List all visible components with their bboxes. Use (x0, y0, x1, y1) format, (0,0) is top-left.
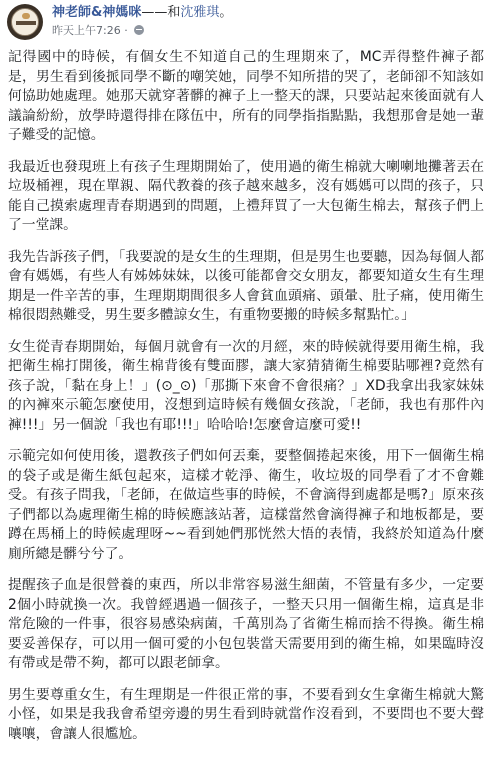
post-paragraph: 我最近也發現班上有孩子生理期開始了，使用過的衛生棉就大喇喇地攤著丟在垃圾桶裡，現在單親、隔代教養的孩子越來越多，沒有媽媽可以問的孩子，只能自己摸索處理青春期遇到的問題，上禮拜買了一大包衛生棉去，幫孩子們上了一堂課。 (8, 158, 484, 233)
post-paragraph: 示範完如何使用後，還教孩子們如何丟棄，要整個捲起來後，用下一個衛生棉的袋子或是衛生紙包起來，這樣才乾淨、衛生，收垃圾的同學看了才不會難受。有孩子問我，「老師，在做這些事的時候，不會滴得到處都是嗎?」原來孩子們都以為處理衛生棉的時候應該站著，這樣當然會滴得褲子和地板都是，要蹲在馬桶上的時候處理呀~~看到她們那恍然大悟的表情，我終於知道為什麼廁所總是髒兮兮了。 (8, 448, 484, 562)
tagged-person-link[interactable]: 沈雅琪 (180, 5, 220, 20)
avatar-logo-band (16, 21, 36, 25)
avatar-logo-icon (11, 8, 39, 36)
post-paragraph: 女生從青春期開始，每個月就會有一次的月經，來的時候就得要用衛生棉，我把衛生棉打開後，衛生棉背後有雙面膠，讓大家猜猜衛生棉要貼哪裡?竟然有孩子說，「黏在身上！」(⊙_⊙)「那撕下來會不會很痛？」XD我拿出我家妹妹的內褲來示範怎麼使用，沒想到這時候有幾個女孩說，「老師，我也有那件內褲!!!」另一個說「我也有耶!!!」哈哈哈!怎麼會這麼可愛!! (8, 338, 484, 433)
post-paragraph: 男生要尊重女生，有生理期是一件很正常的事，不要看到女生拿衛生棉就大驚小怪，如果是我我會希望旁邊的男生看到時就當作沒看到，不要問也不要大聲嚷嚷，會讓人很尷尬。 (8, 686, 484, 742)
author-avatar[interactable] (7, 4, 43, 40)
post-body (8, 48, 484, 756)
post-meta (52, 24, 144, 38)
author-line (52, 5, 232, 21)
globe-icon[interactable] (134, 25, 144, 35)
avatar-logo-mark (22, 13, 30, 19)
tagged-period: 。 (219, 5, 233, 20)
post-paragraph: 我先告訴孩子們，「我要說的是女生的生理期，但是男生也要聽，因為每個人都會有媽媽，有些人有姊姊妹妹，以後可能都會交女朋友，都要知道女生有生理期是一件辛苦的事，生理期期間很多人會貧血頭痛、頭暈、肚子痛，使用衛生棉很悶熱難受，男生要多體諒女生，有重物要搬的時候多幫點忙。」 (8, 248, 484, 323)
tagged-separator: ——和 (141, 5, 181, 20)
post-paragraph: 提醒孩子血是很營養的東西，所以非常容易滋生細菌，不管量有多少，一定要2個小時就換一次。我曾經遇過一個孩子，一整天只用一個衛生棉，這真是非常危險的一件事，很容易感染病菌，千萬別為了省衛生棉而捨不得換。衛生棉要妥善保存，可以用一個可愛的小包包裝當天需要用到的衛生棉，如果臨時沒有帶或是帶不夠，都可以跟老師拿。 (8, 577, 484, 671)
post-paragraph: 記得國中的時候，有個女生不知道自己的生理期來了，MC弄得整件褲子都是，男生看到後挀同學不斷的嘲笑她，同學不知所措的哭了，老師卻不知該如何協助她處理。她那天就穿著髒的褲子上一整天的課，只要站起來後面就有人議論紛紛，放學時還得排在隊伍中，所有的同學指指點點，我想那會是她一輩子難受的記憶。 (8, 49, 484, 143)
post-timestamp-link[interactable]: 昨天上午7:26 · (52, 24, 132, 37)
author-name-link[interactable]: 神老師&神媽咪 (52, 5, 142, 20)
post-header (0, 0, 492, 44)
